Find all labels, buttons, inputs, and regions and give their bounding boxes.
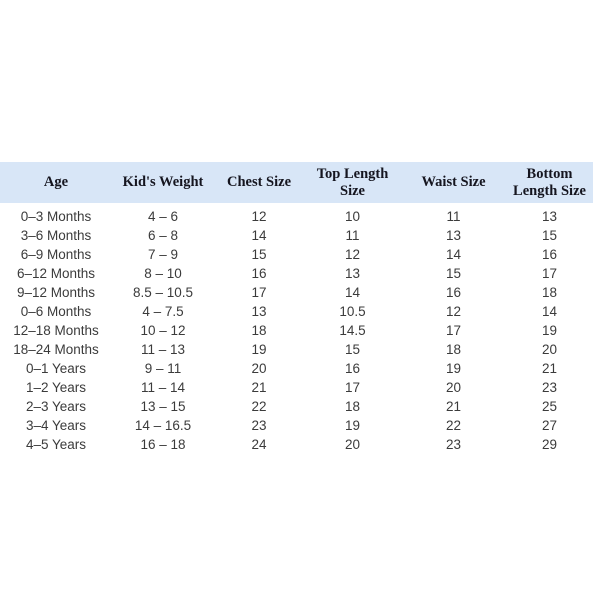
- table-cell: 22: [251, 399, 267, 414]
- table-cell: 4–5 Years: [25, 437, 87, 451]
- table-cell: 11 – 14: [140, 380, 186, 395]
- table-cell: 16: [344, 361, 361, 376]
- table-header: [0, 162, 593, 203]
- table-cell: 12: [445, 304, 462, 319]
- table-row: [0, 416, 593, 435]
- table-row: [0, 226, 593, 245]
- table-cell: 3–6 Months: [20, 228, 92, 243]
- table-cell: 6–12 Months: [16, 266, 96, 281]
- table-cell: 10 – 12: [140, 323, 186, 338]
- table-row: [0, 435, 593, 451]
- table-cell: 1–2 Years: [25, 380, 87, 395]
- table-cell: 17: [251, 285, 267, 300]
- table-row: [0, 283, 593, 302]
- table-cell: 9–12 Months: [16, 285, 96, 300]
- table-cell: 21: [541, 361, 558, 376]
- table-cell: 17: [445, 323, 462, 338]
- table-cell: 12: [344, 247, 361, 262]
- table-row: [0, 245, 593, 264]
- table-cell: 17: [344, 380, 361, 395]
- table-row: [0, 264, 593, 283]
- table-cell: 23: [251, 418, 267, 433]
- table-row: [0, 340, 593, 359]
- table-cell: 0–3 Months: [20, 209, 92, 224]
- table-cell: 14: [251, 228, 267, 243]
- table-cell: 14: [541, 304, 558, 319]
- table-cell: 15: [541, 228, 558, 243]
- table-cell: 0–1 Years: [25, 361, 87, 376]
- table-cell: 24: [251, 437, 267, 451]
- table-cell: 18: [344, 399, 361, 414]
- table-cell: 16: [445, 285, 462, 300]
- table-cell: 7 – 9: [147, 247, 179, 262]
- table-cell: 18: [445, 342, 462, 357]
- table-cell: 13: [541, 209, 558, 224]
- table-cell: 15: [445, 266, 462, 281]
- table-cell: 29: [541, 437, 558, 451]
- table-cell: 22: [445, 418, 462, 433]
- table-cell: 15: [344, 342, 361, 357]
- table-cell: 18: [541, 285, 558, 300]
- table-cell: 16: [251, 266, 267, 281]
- table-cell: 3–4 Years: [25, 418, 87, 433]
- table-cell: 6–9 Months: [20, 247, 92, 262]
- column-header-waist-size: Waist Size: [401, 162, 506, 203]
- table-cell: 14: [445, 247, 462, 262]
- table-cell: 14: [344, 285, 361, 300]
- table-cell: 8.5 – 10.5: [132, 285, 194, 300]
- table-cell: 4 – 6: [147, 209, 179, 224]
- table-cell: 11 – 13: [140, 342, 186, 357]
- table-cell: 2–3 Years: [25, 399, 87, 414]
- table-cell: 18: [251, 323, 267, 338]
- table-row: [0, 203, 593, 226]
- table-cell: 9 – 11: [144, 361, 182, 376]
- table-cell: 17: [541, 266, 558, 281]
- table-body: [0, 203, 593, 451]
- table-cell: 21: [251, 380, 267, 395]
- header-row: [0, 162, 593, 203]
- table-cell: 6 – 8: [147, 228, 179, 243]
- table-cell: 27: [541, 418, 558, 433]
- table-cell: 25: [541, 399, 558, 414]
- table-cell: 13 – 15: [140, 399, 186, 414]
- column-header-top-length: Top Length Size: [304, 162, 401, 203]
- table-cell: 20: [251, 361, 267, 376]
- size-chart: [0, 162, 593, 451]
- table-row: [0, 397, 593, 416]
- table-cell: 18–24 Months: [13, 342, 99, 357]
- table-cell: 15: [251, 247, 267, 262]
- table-cell: 13: [445, 228, 462, 243]
- table-row: [0, 321, 593, 340]
- column-header-bottom-length: Bottom Length Size: [506, 162, 593, 203]
- table-cell: 23: [541, 380, 558, 395]
- table-cell: 19: [541, 323, 558, 338]
- table-cell: 11: [446, 209, 461, 224]
- table-cell: 10.5: [339, 304, 366, 319]
- table-cell: 19: [251, 342, 267, 357]
- table-cell: 13: [251, 304, 267, 319]
- table-cell: 21: [445, 399, 462, 414]
- column-header-kids-weight: Kid's Weight: [112, 162, 214, 203]
- table-cell: 10: [344, 209, 361, 224]
- table-row: [0, 378, 593, 397]
- table-cell: 23: [445, 437, 462, 451]
- table-cell: 0–6 Months: [20, 304, 92, 319]
- column-header-chest-size: Chest Size: [214, 162, 304, 203]
- table-cell: 20: [445, 380, 462, 395]
- size-chart-table: [0, 162, 593, 451]
- table-cell: 14 – 16.5: [134, 418, 192, 433]
- table-cell: 12–18 Months: [13, 323, 99, 338]
- column-header-age: Age: [0, 162, 112, 203]
- table-cell: 12: [251, 209, 267, 224]
- table-cell: 13: [344, 266, 361, 281]
- table-cell: 11: [345, 228, 360, 243]
- table-cell: 8 – 10: [144, 266, 182, 281]
- table-cell: 20: [344, 437, 361, 451]
- table-cell: 20: [541, 342, 558, 357]
- table-cell: 16 – 18: [140, 437, 186, 451]
- table-row: [0, 302, 593, 321]
- table-row: [0, 359, 593, 378]
- table-cell: 4 – 7.5: [142, 304, 184, 319]
- table-cell: 19: [445, 361, 462, 376]
- table-cell: 19: [344, 418, 361, 433]
- table-cell: 14.5: [339, 323, 366, 338]
- table-cell: 16: [541, 247, 558, 262]
